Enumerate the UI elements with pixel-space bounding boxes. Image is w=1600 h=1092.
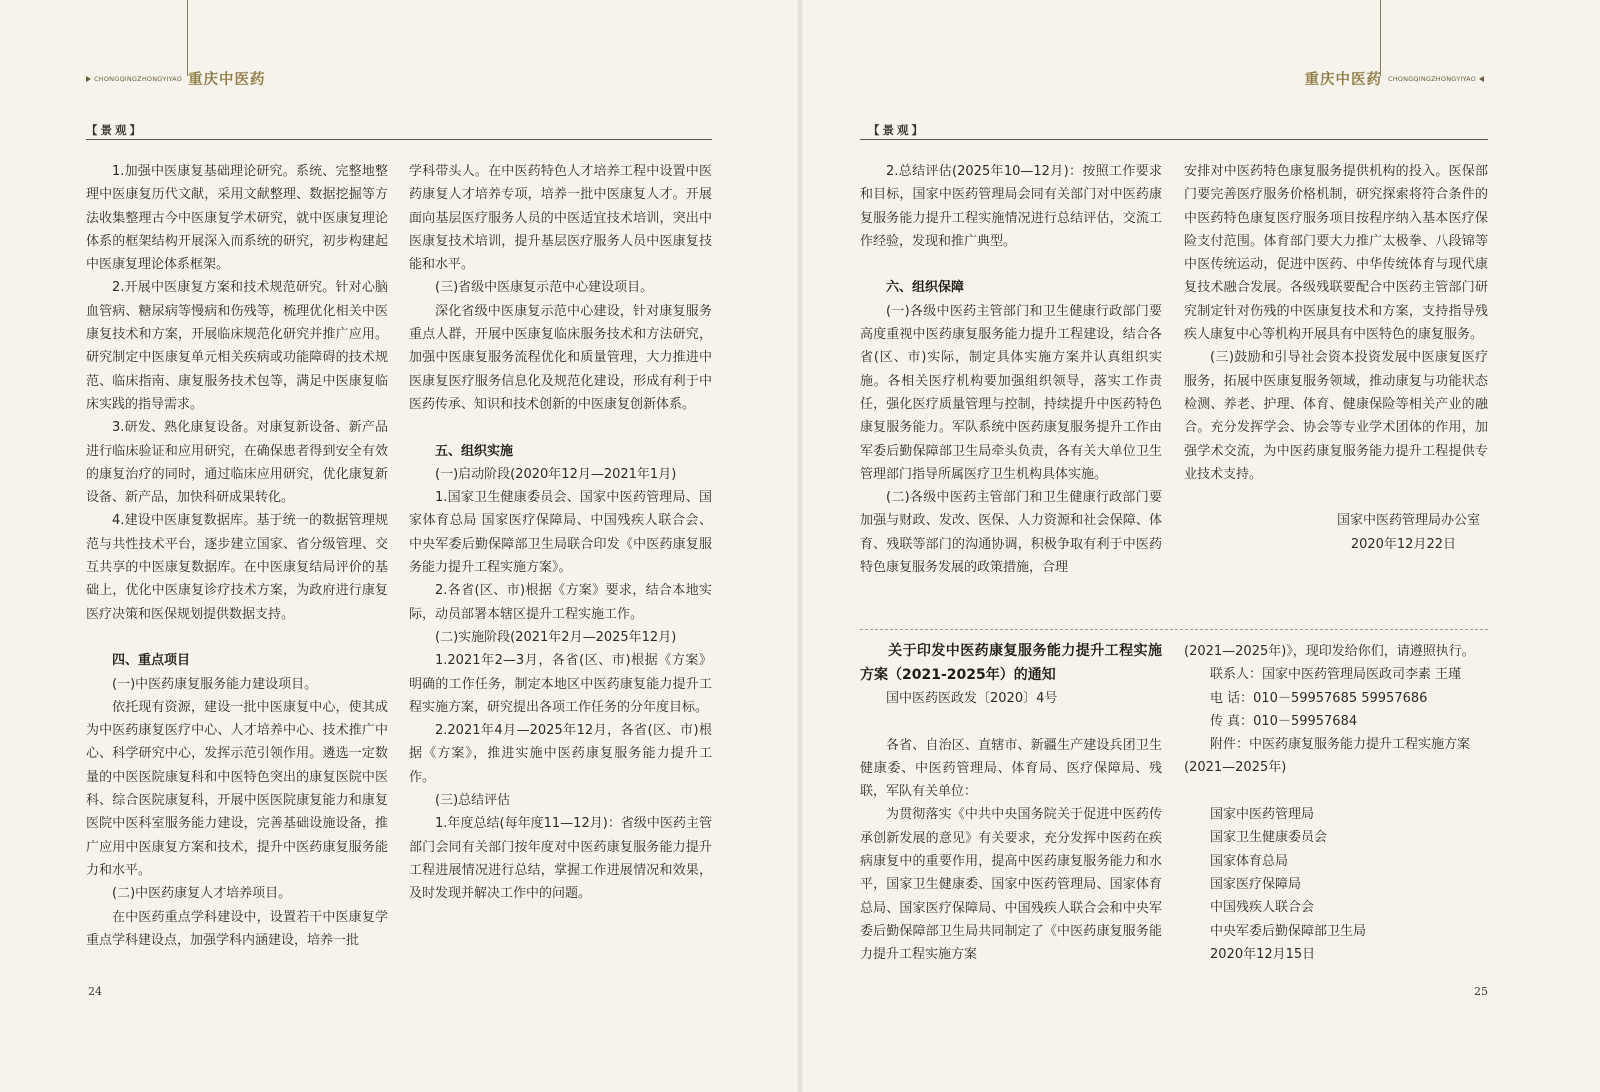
- paragraph: 各省、自治区、直辖市、新疆生产建设兵团卫生健康委、中医药管理局、体育局、医疗保障局、残联，军队有关单位：: [860, 737, 1162, 800]
- paragraph: 1.年度总结(每年度11—12月)：省级中医药主管部门会同有关部门按年度对中医药康复服务能力提升工程进展情况进行总结，掌握工作进展情况和效果，及时发现并解决工作中的问题。: [409, 816, 712, 902]
- paragraph: 1.2021年2—3月，各省(区、市)根据《方案》明确的工作任务，制定本地区中医药康复能力提升工程实施方案，研究提出各项工作任务的分年度目标。: [409, 653, 712, 715]
- notice-title: 关于印发中医药康复服务能力提升工程实施方案（2021-2025年）的通知: [860, 643, 1162, 683]
- page-gutter: [797, 0, 803, 1092]
- paragraph: 电 话：010－59957685 59957686: [1210, 690, 1428, 706]
- organization-name: 中国残疾人联合会: [1210, 900, 1315, 916]
- section-label-right: 【景观】: [868, 123, 926, 137]
- paragraph: (三)省级中医康复示范中心建设项目。: [435, 280, 654, 296]
- signature-date: 2020年12月22日: [1350, 536, 1456, 552]
- section-heading: 五、组织实施: [435, 443, 514, 459]
- section-label-left: 【景观】: [86, 123, 144, 137]
- right-column-1: [860, 160, 1162, 579]
- paragraph: 4.建设中医康复数据库。基于统一的数据管理规范与共性技术平台，逐步建立国家、省分级管理、交互共享的中医康复数据库。在中医康复结局评价的基础上，优化中医康复诊疗技术方案，为政府进行康复医疗决策和医保规划提供数据支持。: [86, 513, 388, 622]
- paragraph: 学科带头人。在中医药特色人才培养工程中设置中医药康复人才培养专项，培养一批中医康复人才。开展面向基层医疗服务人员的中医适宜技术培训，突出中医康复技术培训，提升基层医疗服务人员中医康复技能和水平。: [409, 164, 712, 273]
- paragraph: (2021—2025年): [1184, 760, 1287, 776]
- section-heading: 四、重点项目: [112, 653, 191, 669]
- magazine-header-right: [1304, 68, 1484, 89]
- paragraph: 2.各省(区、市)根据《方案》要求，结合本地实际，动员部署本辖区提升工程实施工作。: [409, 583, 712, 622]
- organization-name: 2020年12月15日: [1210, 946, 1316, 962]
- magazine-header-left: [86, 68, 266, 89]
- paragraph: 2.2021年4月—2025年12月，各省(区、市)根据《方案》，推进实施中医药康复服务能力提升工作。: [409, 723, 712, 785]
- paragraph: (三)鼓励和引导社会资本投资发展中医康复医疗服务，拓展中医康复服务领域，推动康复与功能状态检测、养老、护理、体育、健康保险等相关产业的融合。充分发挥学会、协会等专业学术团体的作用，加强学术交流，为中医药康复服务能力提升工程提供专业技术支持。: [1184, 350, 1488, 482]
- page-number-left: 24: [88, 985, 102, 998]
- paragraph: 联系人：国家中医药管理局医政司李素 王瑾: [1210, 667, 1462, 683]
- left-column-1: [86, 160, 388, 952]
- paragraph: 1.国家卫生健康委员会、国家中医药管理局、国家体育总局 国家医疗保障局、中国残疾人联合会、中央军委后勤保障部卫生局联合印发《中医药康复服务能力提升工程实施方案》。: [409, 490, 712, 576]
- paragraph: 2.总结评估(2025年10—12月)：按照工作要求和目标，国家中医药管理局会同有关部门对中医药康复服务能力提升工程实施情况进行总结评估，交流工作经验，发现和推广典型。: [860, 164, 1162, 249]
- organization-name: 中央军委后勤保障部卫生局: [1210, 923, 1367, 939]
- paragraph: 深化省级中医康复示范中心建设，针对康复服务重点人群，开展中医康复临床服务技术和方法研究，加强中医康复服务流程优化和质量管理，大力推进中医康复医疗服务信息化及规范化建设，形成有利于中医药传承、知识和技术创新的中医康复创新体系。: [409, 303, 712, 412]
- section-heading: 六、组织保障: [886, 280, 965, 296]
- spacer: [86, 626, 388, 649]
- notice-column-1: [860, 640, 1162, 967]
- magazine-name-cn: 重庆中医药: [188, 72, 266, 88]
- paragraph: 3.研发、熟化康复设备。对康复新设备、新产品进行临床验证和应用研究，在确保患者得到安全有效的康复治疗的同时，通过临床应用研究，优化康复新设备、新产品，加快科研成果转化。: [86, 420, 388, 506]
- triangle-icon: [1479, 76, 1484, 82]
- spacer: [409, 416, 712, 439]
- spacer: [1184, 486, 1488, 509]
- magazine-name-en: CHONGQINGZHONGYIYAO: [94, 74, 183, 83]
- paragraph: 为贯彻落实《中共中央国务院关于促进中医药传承创新发展的意见》有关要求，充分发挥中医药在疾病康复中的重要作用，提高中医药康复服务能力和水平，国家卫生健康委、国家中医药管理局、国家体育总局、国家医疗保障局、中国残疾人联合会和中央军委后勤保障部卫生局共同制定了《中医药康复服务能力提升工程实施方案: [860, 807, 1162, 963]
- paragraph: (二)各级中医药主管部门和卫生健康行政部门要加强与财政、发改、医保、人力资源和社会保障、体育、残联等部门的沟通协调，积极争取有利于中医药特色康复服务发展的政策措施，合理: [860, 490, 1162, 576]
- magazine-name-cn: 重庆中医药: [1304, 72, 1382, 88]
- right-column-2: [1184, 160, 1488, 556]
- paragraph: 1.加强中医康复基础理论研究。系统、完整地整理中医康复历代文献，采用文献整理、数据挖掘等方法收集整理古今中医康复学术研究，就中医康复理论体系的框架结构开展深入而系统的研究，初步构建起中医康复理论体系框架。: [86, 164, 388, 273]
- paragraph: 传 真：010－59957684: [1210, 713, 1358, 729]
- magazine-name-en: CHONGQINGZHONGYIYAO: [1387, 74, 1476, 83]
- organization-name: 国家中医药管理局: [1210, 807, 1315, 823]
- paragraph: (一)中医药康复服务能力建设项目。: [112, 676, 318, 692]
- paragraph: 安排对中医药特色康复服务提供机构的投入。医保部门要完善医疗服务价格机制，研究探索将符合条件的中医药特色康复医疗服务项目按程序纳入基本医疗保险支付范围。体育部门要大力推广太极拳、八段锦等中医传统运动，促进中医药、中华传统体育与现代康复技术融合发展。各级残联要配合中医药主管部门研究制定针对伤残的中医康复技术和方案，支持指导残疾人康复中心等机构开展具有中医特色的康复服务。: [1184, 164, 1488, 343]
- signature-org: 国家中医药管理局办公室: [1336, 513, 1480, 529]
- paragraph: (三)总结评估: [435, 793, 511, 809]
- issuing-organizations: [1184, 803, 1488, 966]
- page-number-right: 25: [1474, 985, 1488, 998]
- paragraph: 附件：中医药康复服务能力提升工程实施方案: [1210, 737, 1471, 753]
- header-divider-right: [860, 139, 1488, 140]
- paragraph: (二)实施阶段(2021年2月—2025年12月): [435, 629, 677, 645]
- header-rule-right: [1380, 0, 1381, 76]
- paragraph: (二)中医药康复人才培养项目。: [112, 886, 292, 902]
- left-column-2: [409, 160, 712, 906]
- organization-name: 国家医疗保障局: [1210, 876, 1302, 892]
- spacer: [860, 253, 1162, 276]
- paragraph: (一)各级中医药主管部门和卫生健康行政部门要高度重视中医药康复服务能力提升工程建设，结合各省(区、市)实际，制定具体实施方案并认真组织实施。各相关医疗机构要加强组织领导，落实工作责任，强化医疗质量管理与控制，持续提升中医药特色康复服务能力。军队系统中医药康复服务提升工作由军委后勤保障部卫生局牵头负责，各有关大单位卫生管理部门指导所属医疗卫生机构具体实施。: [860, 303, 1162, 482]
- organization-name: 国家卫生健康委员会: [1210, 830, 1328, 846]
- paragraph: (一)启动阶段(2020年12月—2021年1月): [435, 466, 677, 482]
- paragraph: 依托现有资源，建设一批中医康复中心，使其成为中医药康复医疗中心、人才培养中心、技术推广中心、科学研究中心，发挥示范引领作用。遴选一定数量的中医医院康复科和中医特色突出的康复医院中医科、综合医院康复科，开展中医医院康复能力和康复医院中医科室服务能力建设，完善基础设施设备，推广应用中医康复方案和技术，提升中医药康复服务能力和水平。: [86, 699, 388, 878]
- organization-name: 国家体育总局: [1210, 853, 1289, 869]
- paragraph: 在中医药重点学科建设中，设置若干中医康复学重点学科建设点，加强学科内涵建设，培养一批: [86, 909, 388, 948]
- notice-doc-number: 国中医药医政发〔2020〕4号: [886, 691, 1058, 706]
- notice-divider: [860, 629, 1488, 630]
- header-divider-left: [86, 139, 712, 140]
- header-rule-left: [187, 0, 188, 76]
- paragraph: (2021—2025年)》，现印发给你们，请遵照执行。: [1184, 644, 1475, 659]
- triangle-icon: [86, 76, 91, 82]
- notice-column-2: [1184, 640, 1488, 966]
- paragraph: 2.开展中医康复方案和技术规范研究。针对心脑血管病、糖尿病等慢病和伤残等，梳理优化相关中医康复技术和方案，开展临床规范化研究并推广应用。研究制定中医康复单元相关疾病或功能障碍的技术规范、临床指南、康复服务技术包等，满足中医康复临床实践的指导需求。: [86, 280, 388, 412]
